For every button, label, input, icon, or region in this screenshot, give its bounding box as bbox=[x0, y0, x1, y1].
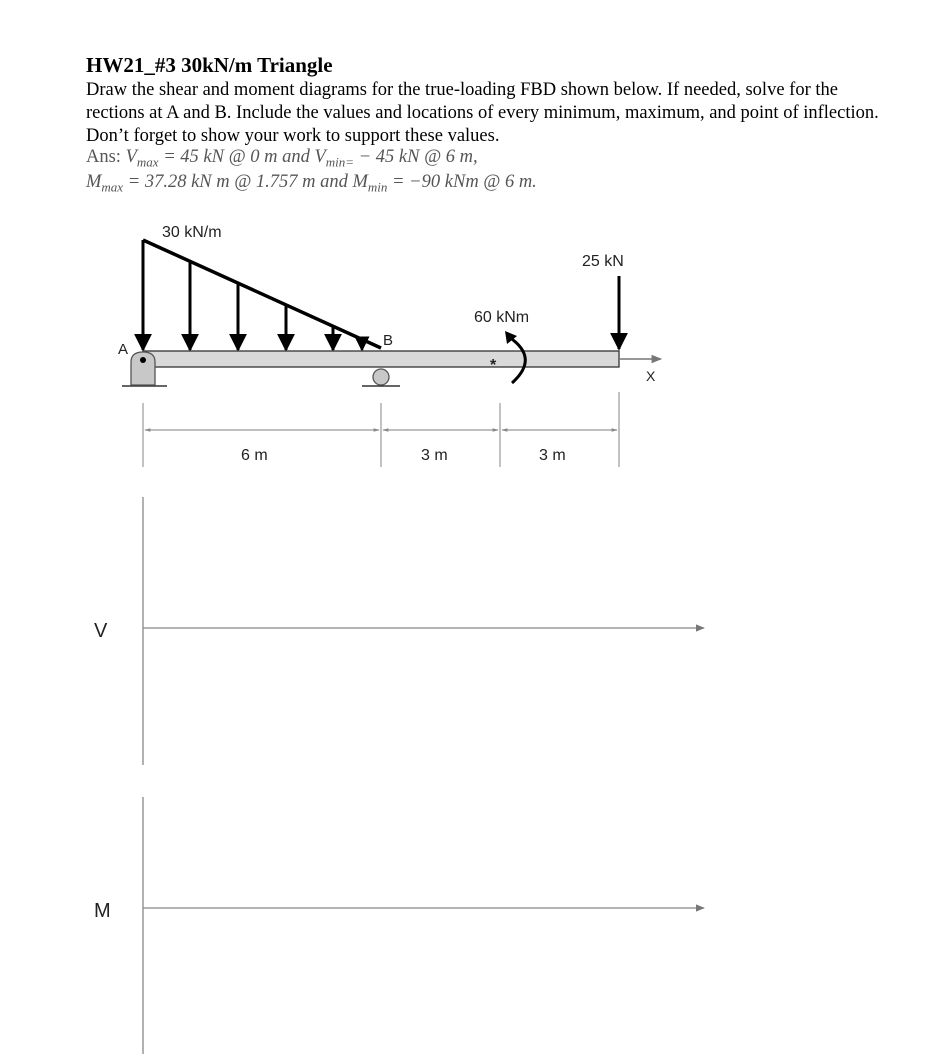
mmin-value: = −90 kNm @ 6 m. bbox=[387, 172, 537, 192]
dim-label-6m: 6 m bbox=[241, 447, 268, 464]
point-load-label: 25 kN bbox=[582, 253, 624, 270]
vmax-symbol: V bbox=[125, 147, 137, 167]
shear-axis-label: V bbox=[94, 620, 108, 642]
dist-load-label: 30 kN/m bbox=[162, 224, 222, 241]
support-a-label: A bbox=[118, 341, 129, 358]
mmin-subscript: min bbox=[367, 179, 388, 195]
dim-label-3m-second: 3 m bbox=[539, 447, 566, 464]
vmax-subscript: max bbox=[136, 154, 159, 170]
dim-label-3m-first: 3 m bbox=[421, 447, 448, 464]
moment-marker: * bbox=[490, 357, 497, 374]
vmin-subscript: min= bbox=[325, 154, 355, 170]
roller-support-b bbox=[362, 369, 400, 386]
moment-axis-label: M bbox=[94, 900, 111, 922]
mmin-symbol: M bbox=[352, 172, 368, 192]
support-b-label: B bbox=[383, 332, 394, 349]
distributed-load bbox=[143, 240, 381, 350]
mmax-symbol: M bbox=[86, 172, 102, 192]
x-axis-label: X bbox=[646, 368, 656, 384]
page-title: HW21_#3 30kN/m Triangle bbox=[86, 53, 333, 77]
mmax-subscript: max bbox=[101, 179, 124, 195]
beam bbox=[143, 351, 619, 367]
problem-statement: Draw the shear and moment diagrams for the true-loading FBD shown below. If needed, solve for the rections at A and B. Include the values and locations of every minimum, maximum, and point of inflection. Don’t forget to show your work to support these values. bbox=[86, 80, 879, 146]
answer-prefix: Ans: bbox=[86, 147, 126, 167]
vmin-symbol: V bbox=[314, 147, 326, 167]
mmax-value: = 37.28 kN m @ 1.757 m and bbox=[123, 172, 353, 192]
vmin-value: − 45 kN @ 6 m, bbox=[354, 147, 478, 167]
moment-label: 60 kNm bbox=[474, 309, 530, 326]
vmax-value: = 45 kN @ 0 m and bbox=[158, 147, 315, 167]
